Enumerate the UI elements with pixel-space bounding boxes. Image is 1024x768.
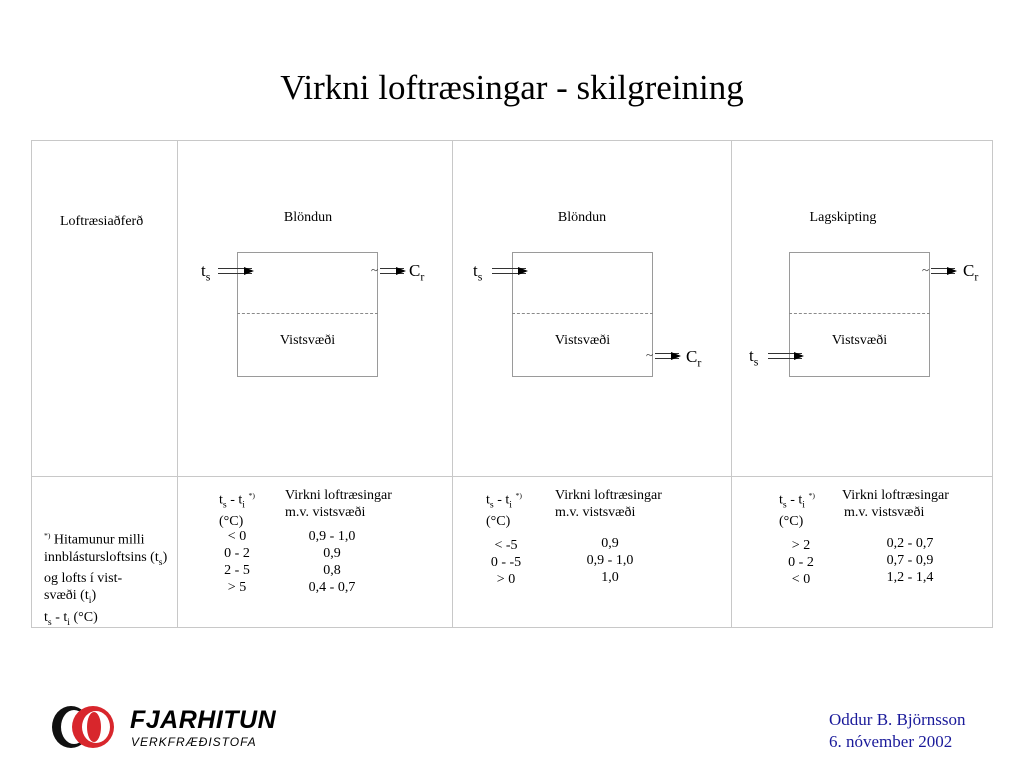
arrow-right-icon [671,352,681,360]
efficiency-values-3 [870,535,950,586]
zone-boundary-3 [789,313,930,314]
list-item: > 0 [496,572,516,587]
concentration-label-3: $C_r$ [963,261,979,284]
list-item: 0,9 - 1,0 [586,553,634,568]
list-item: > 5 [227,580,247,595]
list-item: > 2 [791,538,811,553]
diff-header-3: $t_s - t_i$ *) (°C) [779,491,815,530]
list-item: 0,2 - 0,7 [886,536,934,551]
temperature-difference-note: *) Hitamunur milli innblástursloftsins $(t_s)$ og lofts í vist- svæði $(t_i)$ $t_s - t_i$ (°C) [44,531,168,629]
company-logo-icon [50,704,116,750]
tilde-icon: ~ [922,262,930,277]
list-item: 2 - 5 [224,563,250,578]
list-item: < -5 [494,538,518,553]
zone-label-2: Vistsvæði [554,333,611,348]
zone-label-1: Vistsvæði [279,333,336,348]
supply-arrow-1 [218,266,252,276]
diff-header-2: $t_s - t_i$ *) (°C) [486,491,522,530]
zone-boundary-1 [237,313,378,314]
column-divider [452,141,453,627]
zone-boundary-2 [512,313,653,314]
exhaust-arrow-1 [380,266,404,276]
slide-title: Virkni loftræsingar - skilgreining [280,68,744,107]
row-divider [32,476,992,477]
arrow-right-icon [518,267,528,275]
list-item: 1,0 [601,570,619,585]
column-divider [731,141,732,627]
concentration-label-2: $C_r$ [686,347,702,370]
tilde-icon: ~ [371,262,379,277]
list-item: 1,2 - 1,4 [886,570,934,585]
list-item: 0,9 [601,536,619,551]
efficiency-values-2 [570,535,650,586]
list-item: 0,4 - 0,7 [308,580,356,595]
list-item: 0,8 [323,563,341,578]
list-item: 0,9 [323,546,341,561]
arrow-right-icon [794,352,804,360]
diff-values-1 [207,528,267,596]
supply-arrow-3 [768,351,802,361]
efficiency-header-3: Virkni loftræsingar m.v. vistsvæði [842,488,949,520]
arrow-right-icon [396,267,406,275]
diff-header-1: $t_s - t_i$ *) (°C) [219,491,255,530]
supply-temp-label-1: $t_s$ [201,261,211,284]
list-item: < 0 [791,572,811,587]
efficiency-header-1: Virkni loftræsingar m.v. vistsvæði [285,488,392,520]
method-heading-3: Lagskipting [809,210,877,225]
method-heading-2: Blöndun [557,210,607,225]
exhaust-arrow-3 [931,266,955,276]
supply-temp-label-2: $t_s$ [473,261,483,284]
tilde-icon: ~ [646,347,654,362]
diff-values-3 [771,537,831,588]
exhaust-arrow-2 [655,351,679,361]
company-subtitle: VERKFRÆÐISTOFA [131,735,257,749]
supply-temp-label-3: $t_s$ [749,346,759,369]
arrow-right-icon [244,267,254,275]
company-name: FJARHITUN [130,706,277,734]
method-heading-1: Blöndun [283,210,333,225]
list-item: < 0 [227,529,247,544]
room-box-3 [789,252,930,377]
supply-arrow-2 [492,266,526,276]
list-item: 0 - 2 [224,546,250,561]
arrow-right-icon [947,267,957,275]
row-header-method: Loftræsiaðferð [60,214,144,229]
list-item: 0 - -5 [490,555,522,570]
diff-values-2 [476,537,536,588]
zone-label-3: Vistsvæði [831,333,888,348]
efficiency-values-1 [292,528,372,596]
list-item: 0,9 - 1,0 [308,529,356,544]
list-item: 0 - 2 [788,555,814,570]
presentation-date: 6. nóvember 2002 [829,732,953,751]
efficiency-header-2: Virkni loftræsingar m.v. vistsvæði [555,488,662,520]
list-item: 0,7 - 0,9 [886,553,934,568]
concentration-label-1: $C_r$ [409,261,425,284]
author-name: Oddur B. Björnsson [829,710,966,729]
room-box-2 [512,252,653,377]
footer-author-block [829,709,965,753]
room-box-1 [237,252,378,377]
